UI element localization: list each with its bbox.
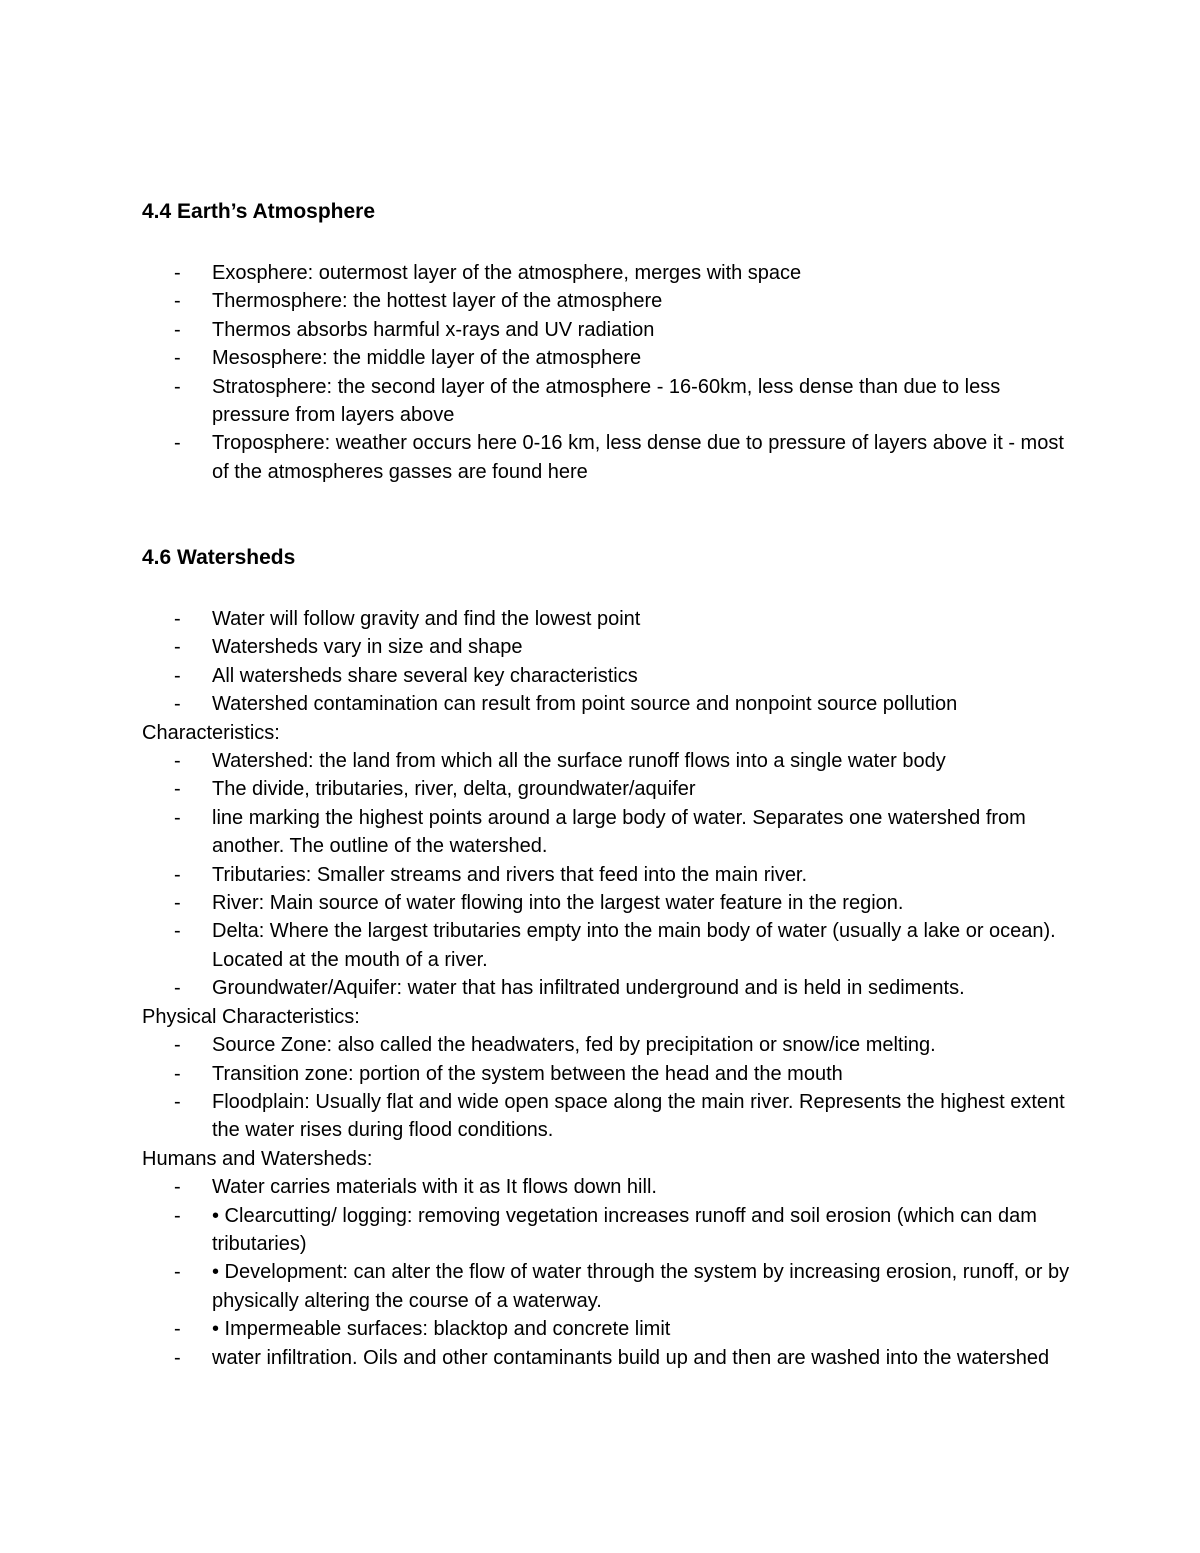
list-item: - The divide, tributaries, river, delta, groundwater/aquifer: [174, 778, 696, 801]
list-item: - Watershed contamination can result from point source and nonpoint source pollution: [174, 693, 958, 716]
list-item: - • Impermeable surfaces: blacktop and concrete limit: [174, 1318, 671, 1341]
list-item: - Water carries materials with it as It flows down hill.: [174, 1176, 657, 1199]
list-item: - Transition zone: portion of the system between the head and the mouth: [174, 1062, 843, 1085]
list-item: - Thermosphere: the hottest layer of the atmosphere: [174, 290, 663, 313]
list-item: - Watersheds vary in size and shape: [174, 636, 523, 659]
list-item: - Watershed: the land from which all the surface runoff flows into a single water body: [174, 750, 946, 773]
list-item: - Exosphere: outermost layer of the atmosphere, merges with space: [174, 262, 802, 284]
list-item: - Tributaries: Smaller streams and rivers that feed into the main river.: [174, 863, 808, 886]
list-item: - • Clearcutting/ logging: removing vegetation increases runoff and soil erosion (which can dam tributaries): [174, 1204, 1037, 1255]
characteristics-label: Characteristics:: [142, 721, 280, 744]
list-item: - River: Main source of water flowing into the largest water feature in the region.: [174, 892, 904, 915]
list-item: - All watersheds share several key characteristics: [174, 664, 638, 687]
list-item: - Troposphere: weather occurs here 0-16 km, less dense due to pressure of layers above it - most of the atmospheres gasses are found here: [174, 432, 1064, 483]
list-item: - line marking the highest points around a large body of water. Separates one watershed from another. The outline of the watershed.: [174, 806, 1026, 858]
watersheds-list: [142, 605, 1072, 1372]
list-item: - Water will follow gravity and find the lowest point: [174, 608, 641, 630]
list-item: - • Development: can alter the flow of water through the system by increasing erosion, runoff, or by physically altering the course of a waterway.: [174, 1261, 1070, 1312]
list-item: - water infiltration. Oils and other contaminants build up and then are washed into the watershed: [174, 1346, 1050, 1369]
physical-characteristics-label: Physical Characteristics:: [142, 1005, 360, 1028]
list-item: - Groundwater/Aquifer: water that has infiltrated underground and is held in sediments.: [174, 977, 965, 1000]
section-heading-watersheds: 4.6 Watersheds: [142, 546, 296, 569]
humans-and-watersheds-label: Humans and Watersheds:: [142, 1147, 373, 1170]
list-item: - Stratosphere: the second layer of the atmosphere - 16-60km, less dense than due to less pressure from layers above: [174, 375, 1001, 427]
list-item: - Mesosphere: the middle layer of the atmosphere: [174, 347, 642, 370]
section-heading-atmosphere: 4.4 Earth’s Atmosphere: [142, 200, 376, 223]
list-item: - Source Zone: also called the headwaters, fed by precipitation or snow/ice melting.: [174, 1034, 936, 1057]
list-item: - Delta: Where the largest tributaries empty into the main body of water (usually a lake or ocean). Located at the mouth of a river.: [174, 920, 1056, 971]
atmosphere-list: [142, 259, 1072, 486]
list-item: - Thermos absorbs harmful x-rays and UV radiation: [174, 318, 655, 341]
list-item: - Floodplain: Usually flat and wide open space along the main river. Represents the highest extent the water rises during flood conditions.: [174, 1090, 1065, 1142]
